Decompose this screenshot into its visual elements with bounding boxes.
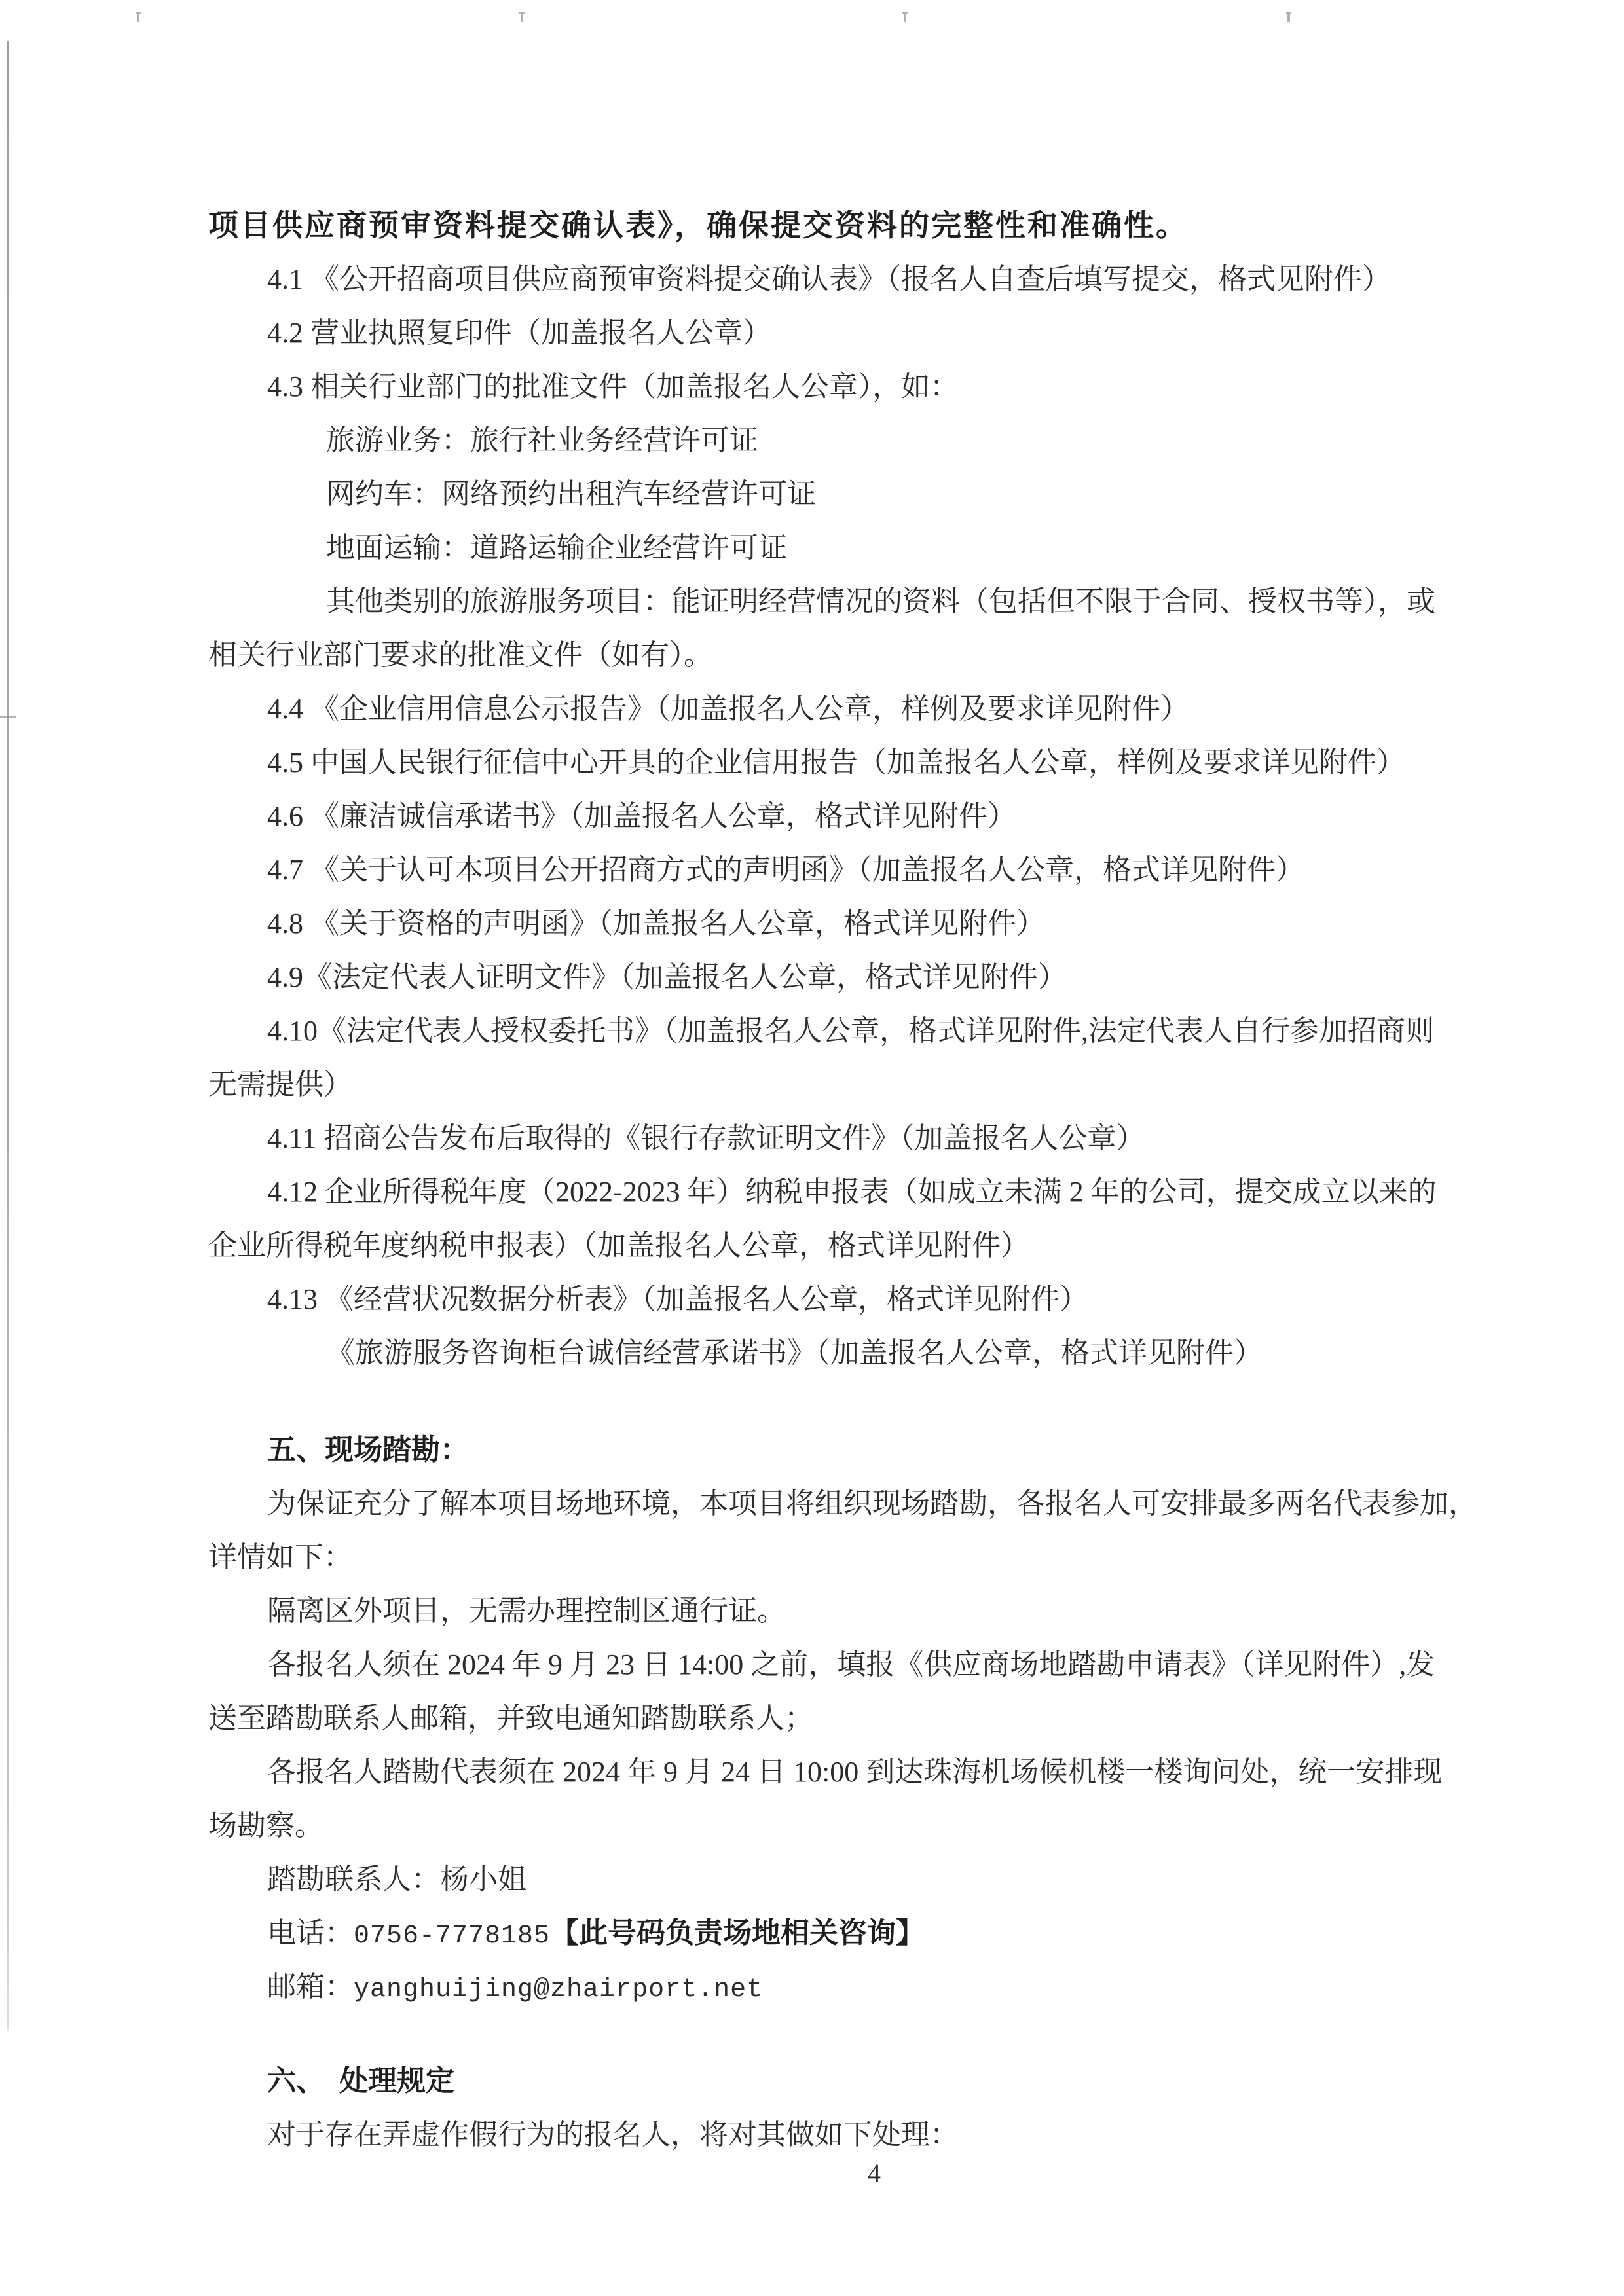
item-4-13-commitment-letter: 《旅游服务咨询柜台诚信经营承诺书》（加盖报名人公章，格式详见附件） — [326, 1337, 1263, 1369]
item-4-5: 4.5 中国人民银行征信中心开具的企业信用报告（加盖报名人公章，样例及要求详见附件） — [267, 746, 1405, 778]
sub-item-other-tourism-services: 其他类别的旅游服务项目：能证明经营情况的资料（包括但不限于合同、授权书等），或 — [326, 585, 1435, 617]
item-4-12-continuation: 企业所得税年度纳税申报表）（加盖报名人公章，格式详见附件） — [208, 1230, 1029, 1262]
item-4-1: 4.1 《公开招商项目供应商预审资料提交确认表》（报名人自查后填写提交，格式见附件） — [267, 263, 1391, 295]
section-6-heading: 六、 处理规定 — [267, 2065, 454, 2097]
item-4-3: 4.3 相关行业部门的批准文件（加盖报名人公章），如： — [267, 371, 959, 403]
scan-artifact-mark — [1287, 12, 1290, 22]
phone-number: 0756-7778185 — [354, 1922, 551, 1951]
email-label: 邮箱： — [267, 1971, 354, 2003]
sub-item-ground-transport: 地面运输：道路运输企业经营许可证 — [326, 532, 787, 564]
para-survey-apply: 各报名人须在 2024 年 9 月 23 日 14:00 之前，填报《供应商场地踏勘申请表》（详见附件）,发 — [267, 1649, 1435, 1681]
survey-contact-email — [208, 1960, 1616, 2014]
item-4-10-continuation: 无需提供） — [208, 1068, 352, 1101]
sub-item-ride-hailing: 网约车：网络预约出租汽车经营许可证 — [326, 478, 816, 510]
item-4-11: 4.11 招商公告发布后取得的《银行存款证明文件》（加盖报名人公章） — [267, 1122, 1145, 1154]
item-4-7: 4.7 《关于认可本项目公开招商方式的声明函》（加盖报名人公章，格式详见附件） — [267, 854, 1304, 886]
scan-artifact-tick — [0, 716, 16, 718]
sub-item-travel-business: 旅游业务：旅行社业务经营许可证 — [326, 424, 758, 456]
document-body — [208, 199, 1616, 2162]
page-number: 4 — [868, 2159, 881, 2188]
scan-artifact-mark — [521, 12, 523, 22]
scan-artifact-left-line — [7, 41, 9, 2031]
intro-line: 项目供应商预审资料提交确认表》，确保提交资料的完整性和准确性。 — [208, 209, 1188, 242]
scan-artifact-mark — [137, 12, 139, 22]
item-4-10: 4.10《法定代表人授权委托书》（加盖报名人公章，格式详见附件,法定代表人自行参加招商则 — [267, 1015, 1434, 1047]
para-no-permit: 隔离区外项目，无需办理控制区通行证。 — [267, 1595, 786, 1627]
para-survey-intro: 为保证充分了解本项目场地环境，本项目将组织现场踏勘，各报名人可安排最多两名代表参加， — [267, 1487, 1477, 1520]
para-survey-meeting: 各报名人踏勘代表须在 2024 年 9 月 24 日 10:00 到达珠海机场候机楼一楼询问处，统一安排现 — [267, 1756, 1443, 1788]
para-survey-intro-continuation: 详情如下： — [208, 1541, 352, 1573]
para-survey-apply-continuation: 送至踏勘联系人邮箱，并致电通知踏勘联系人； — [208, 1702, 813, 1734]
item-4-4: 4.4 《企业信用信息公示报告》（加盖报名人公章，样例及要求详见附件） — [267, 693, 1189, 725]
item-4-6: 4.6 《廉洁诚信承诺书》（加盖报名人公章，格式详见附件） — [267, 800, 1016, 832]
phone-note: 【此号码负责场地相关咨询】 — [550, 1917, 925, 1949]
item-4-13: 4.13 《经营状况数据分析表》（加盖报名人公章，格式详见附件） — [267, 1283, 1088, 1315]
item-4-8: 4.8 《关于资格的声明函》（加盖报名人公章，格式详见附件） — [267, 907, 1045, 939]
item-4-9: 4.9《法定代表人证明文件》（加盖报名人公章，格式详见附件） — [267, 961, 1067, 993]
survey-contact-phone — [208, 1906, 1616, 1960]
para-survey-meeting-continuation: 场勘察。 — [208, 1810, 323, 1842]
phone-label: 电话： — [267, 1917, 354, 1949]
para-handling-intro: 对于存在弄虚作假行为的报名人，将对其做如下处理： — [267, 2119, 959, 2151]
scan-artifact-mark — [904, 12, 906, 22]
item-4-2: 4.2 营业执照复印件（加盖报名人公章） — [267, 317, 771, 349]
section-5-heading: 五、现场踏勘： — [267, 1434, 469, 1466]
email-address: yanghuijing@zhairport.net — [354, 1975, 764, 2005]
item-4-3-continuation: 相关行业部门要求的批准文件（如有）。 — [208, 639, 712, 671]
item-4-12: 4.12 企业所得税年度（2022-2023 年）纳税申报表（如成立未满 2 年的公司，提交成立以来的 — [267, 1176, 1437, 1208]
survey-contact-name: 踏勘联系人：杨小姐 — [267, 1863, 526, 1895]
